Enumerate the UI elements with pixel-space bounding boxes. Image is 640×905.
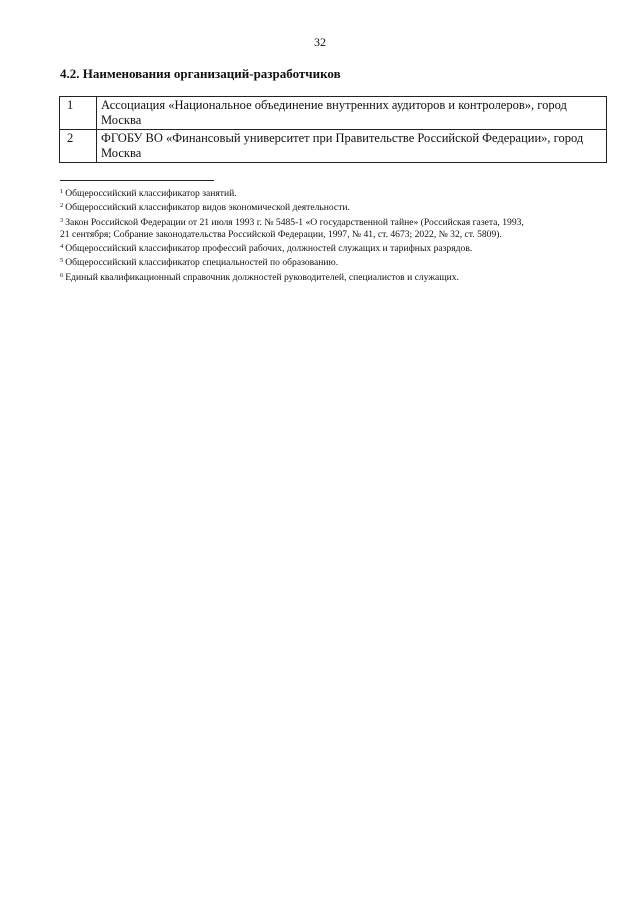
- footnote-text: Общероссийский классификатор видов экономической деятельности.: [65, 202, 350, 214]
- organization-city-line: Москва: [101, 113, 142, 127]
- table-row: [60, 130, 607, 163]
- footnote-mark: 6: [60, 271, 64, 279]
- table-row: [60, 97, 607, 130]
- organization-name: [97, 130, 607, 163]
- footnotes-list: [60, 186, 620, 284]
- footnote-mark: 3: [60, 216, 64, 224]
- footnote-mark: 5: [60, 257, 64, 265]
- footnote-mark: 2: [60, 202, 64, 210]
- footnote: [60, 255, 620, 269]
- footnote-text: Общероссийский классификатор занятий.: [65, 188, 237, 199]
- page-number: 32: [314, 35, 326, 49]
- organizations-table: [59, 96, 607, 163]
- footnote: [60, 215, 620, 242]
- footnote-mark: 4: [60, 243, 64, 251]
- footnote-text: Общероссийский классификатор профессий рабочих, должностей служащих и тарифных разрядов.: [65, 243, 473, 255]
- footnote-separator: [60, 180, 214, 181]
- organization-city-line: Москва: [101, 146, 142, 160]
- footnote-text: Закон Российской Федерации от 21 июля 1993 г. № 5485-1 «О государственной тайне» (Российская газета, 1993,: [65, 216, 524, 228]
- footnote-text: Общероссийский классификатор специальностей по образованию.: [65, 257, 339, 269]
- footnote: [60, 270, 620, 284]
- footnote-mark: 1: [60, 188, 64, 195]
- footnote: [60, 186, 620, 200]
- row-number: 2: [60, 130, 97, 163]
- footnote: [60, 241, 620, 255]
- footnote: [60, 200, 620, 214]
- organization-name-line: ФГОБУ ВО «Финансовый университет при Правительстве Российской Федерации», город: [101, 131, 584, 145]
- organization-name: [97, 97, 607, 130]
- footnote-text: Единый квалификационный справочник должностей руководителей, специалистов и служащих.: [65, 271, 459, 283]
- row-number: 1: [60, 97, 97, 130]
- footnote-text-continuation: 21 сентября; Собрание законодательства Российской Федерации, 1997, № 41, ст. 4673; 2022, № 32, ст. 5809).: [60, 228, 502, 240]
- organization-name-line: Ассоциация «Национальное объединение внутренних аудиторов и контролеров», город: [101, 98, 567, 112]
- section-heading: 4.2. Наименования организаций-разработчиков: [60, 66, 341, 81]
